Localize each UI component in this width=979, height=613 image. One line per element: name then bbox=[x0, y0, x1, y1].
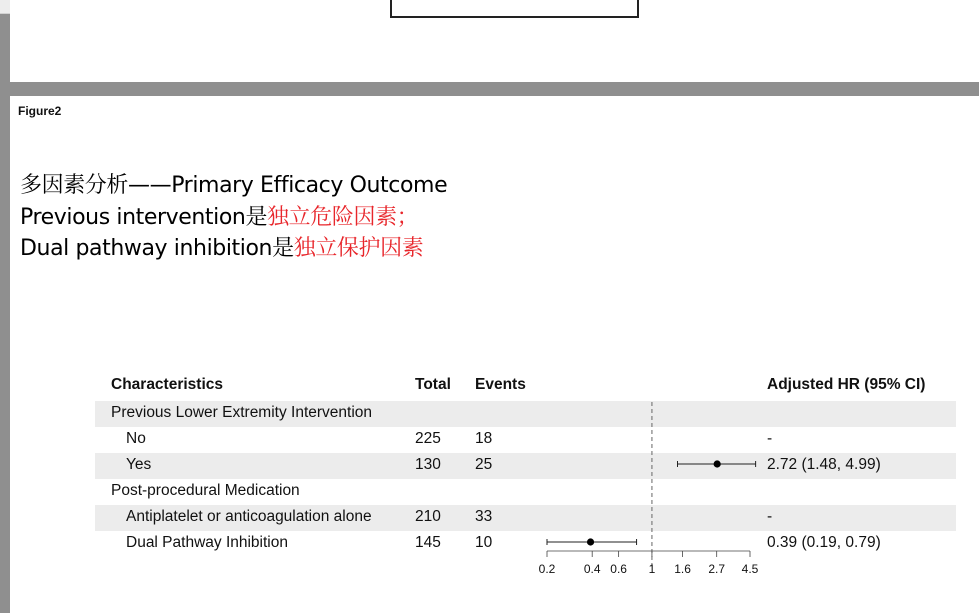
row-label: Yes bbox=[126, 456, 152, 473]
group-label: Post-procedural Medication bbox=[111, 482, 300, 499]
previous-page-figure-box bbox=[390, 0, 639, 18]
header-events: Events bbox=[475, 376, 526, 393]
header-total: Total bbox=[415, 376, 451, 393]
hr-point bbox=[587, 538, 594, 545]
tick-label: 4.5 bbox=[741, 562, 759, 576]
tick-label: 2.7 bbox=[708, 562, 726, 576]
tick-label: 0.4 bbox=[583, 562, 601, 576]
headline-line3-highlight: 独立保护因素 bbox=[293, 236, 424, 261]
row-events: 25 bbox=[475, 456, 493, 473]
row-hr: 0.39 (0.19, 0.79) bbox=[767, 534, 881, 551]
forest-plot-table bbox=[10, 96, 979, 613]
tick-label: 0.2 bbox=[538, 562, 556, 576]
group-label: Previous Lower Extremity Intervention bbox=[111, 404, 373, 421]
row-hr: 2.72 (1.48, 4.99) bbox=[767, 456, 881, 473]
tick-label: 1.6 bbox=[674, 562, 691, 576]
row-hr: - bbox=[767, 430, 773, 447]
hr-point bbox=[714, 460, 721, 467]
row-hr: - bbox=[767, 508, 773, 525]
headline-line1: 多因素分析——Primary Efficacy Outcome bbox=[20, 173, 448, 198]
row-label: Dual Pathway Inhibition bbox=[126, 534, 288, 551]
forest-plot bbox=[10, 96, 979, 613]
headline-line2-text: Previous intervention是 bbox=[20, 204, 268, 230]
headline-line3-text: Dual pathway inhibition是 bbox=[20, 236, 294, 261]
header-hr: Adjusted HR (95% CI) bbox=[767, 376, 926, 393]
row-total: 130 bbox=[415, 456, 441, 473]
row-total: 145 bbox=[415, 534, 441, 551]
row-total: 225 bbox=[415, 430, 441, 447]
tick-label: 1 bbox=[648, 562, 656, 576]
current-page bbox=[10, 96, 979, 613]
header-characteristics: Characteristics bbox=[111, 376, 224, 393]
tick-label: 0.6 bbox=[610, 562, 627, 576]
row-events: 18 bbox=[475, 430, 493, 447]
row-label: Antiplatelet or anticoagulation alone bbox=[126, 508, 372, 525]
row-label: No bbox=[126, 430, 146, 447]
row-events: 33 bbox=[475, 508, 493, 525]
headline-line2-highlight: 独立危险因素； bbox=[267, 204, 419, 230]
figure-label: Figure2 bbox=[18, 104, 62, 118]
row-total: 210 bbox=[415, 508, 441, 525]
row-events: 10 bbox=[475, 534, 493, 551]
